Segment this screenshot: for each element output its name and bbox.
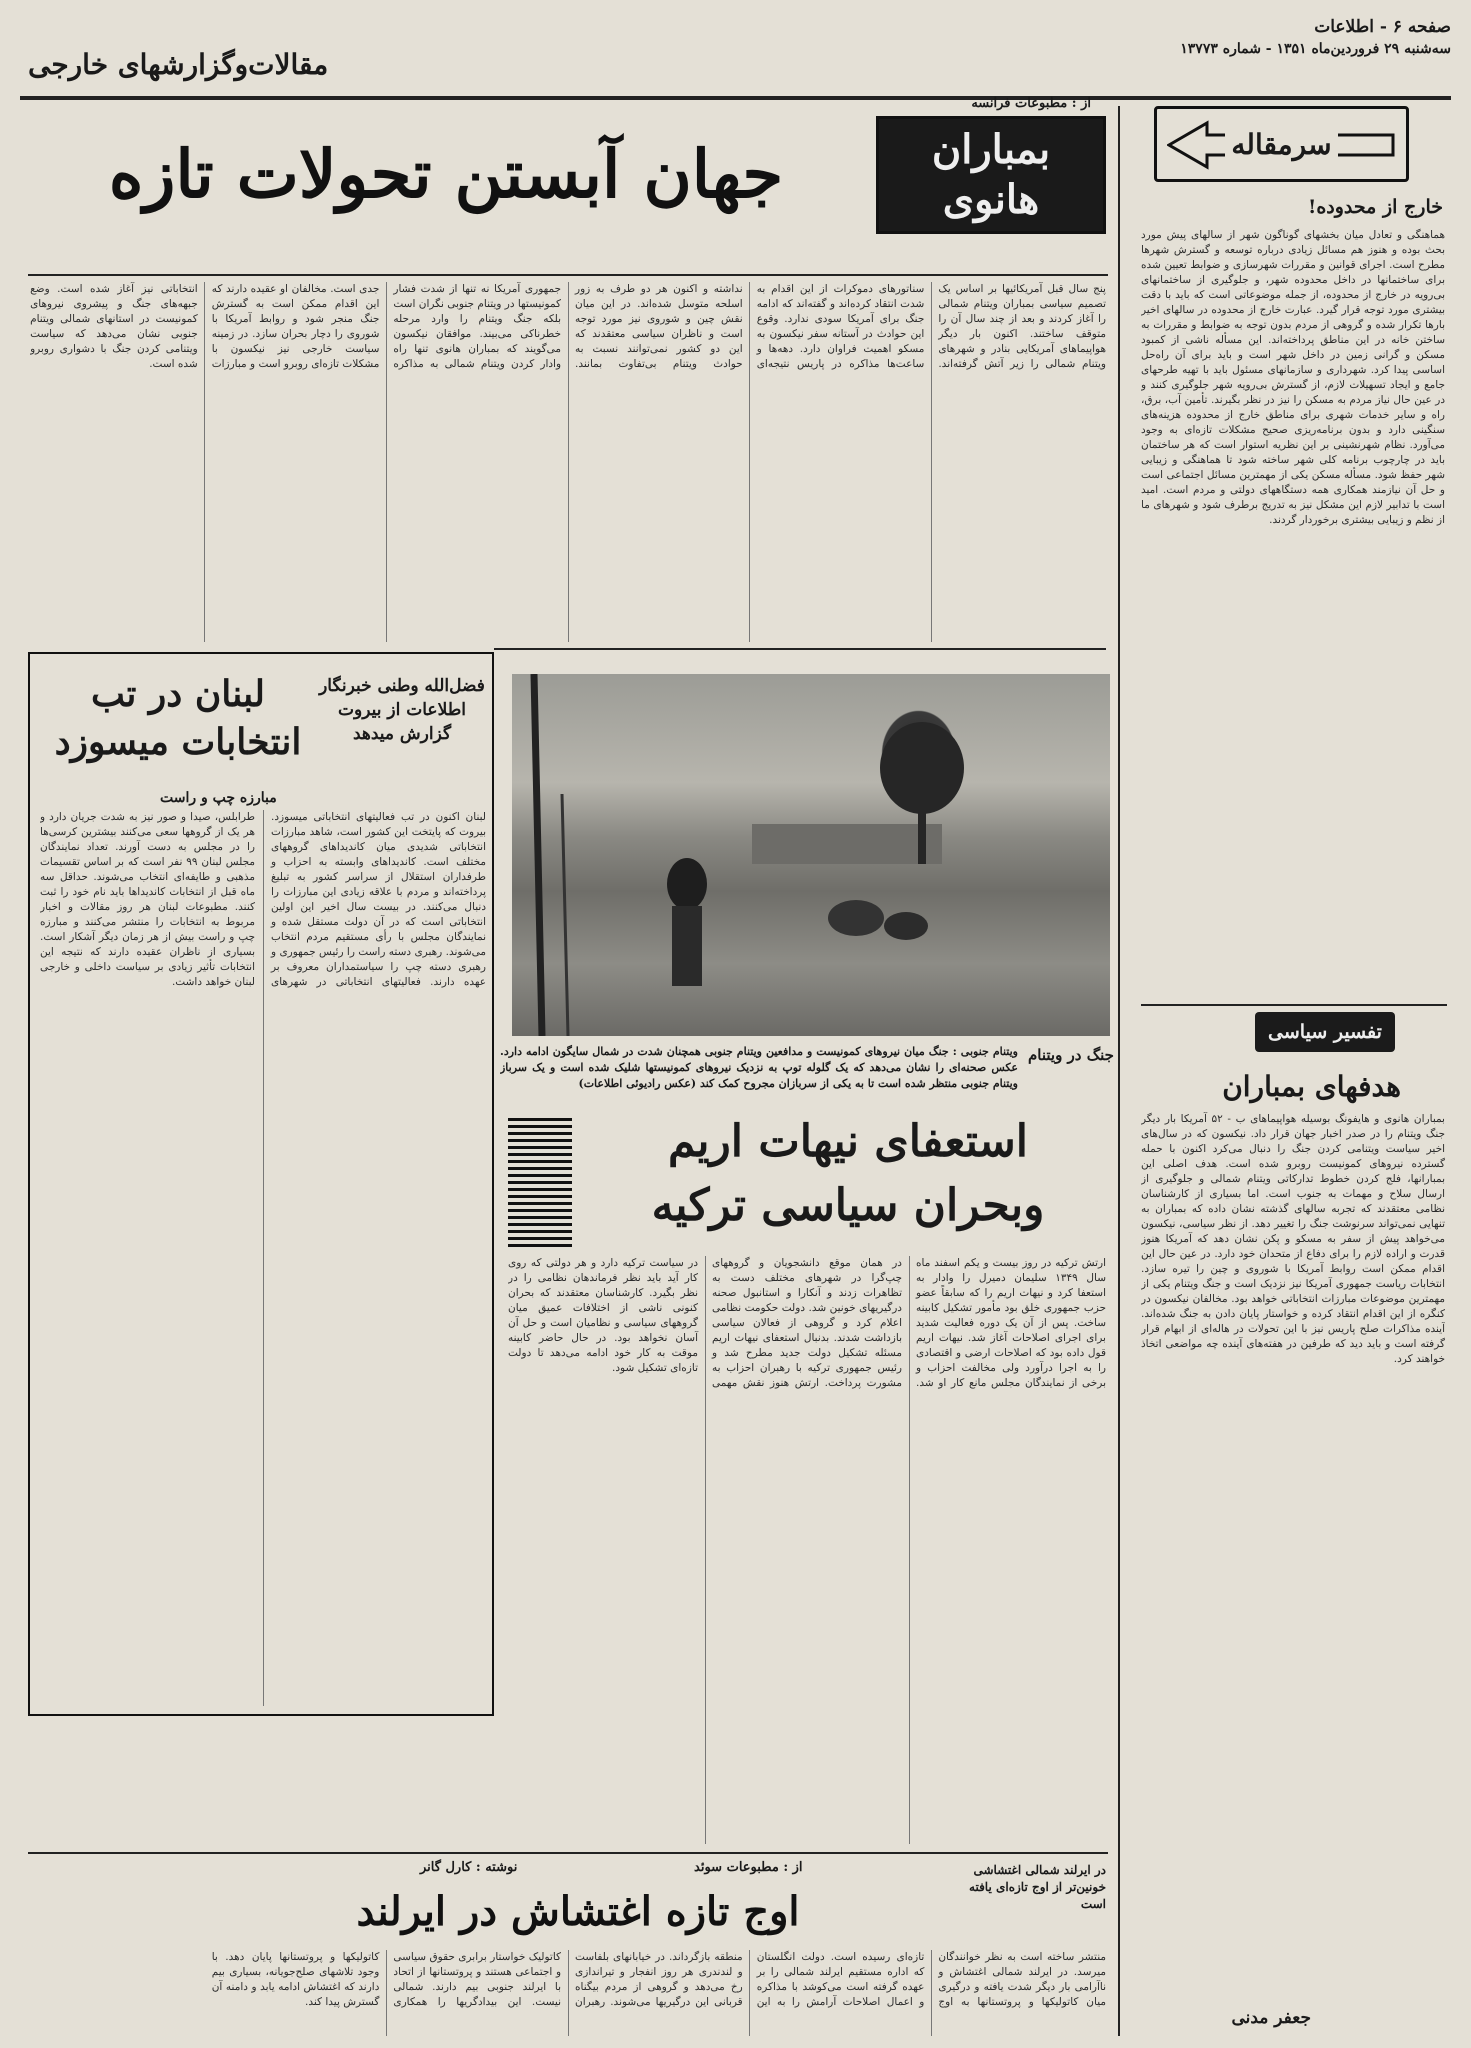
top-rule xyxy=(20,96,1451,100)
issue-date: سه‌شنبه ۲۹ فروردین‌ماه ۱۳۵۱ - شماره ۱۳۷۷۳ xyxy=(1180,41,1451,57)
turkey-headline xyxy=(580,1110,1116,1238)
turkey-stripes xyxy=(508,1118,572,1248)
analysis-body: بمباران هانوی و هایفونگ بوسیله هواپیماهای ب - ۵۲ آمریکا بار دیگر جنگ ویتنام را در صدر اخبار جهان قرار داد. نیکسون که در سال‌های اخیر سیاست ویتنامی کردن جنگ را دنبال می‌کرد اکنون با حمله گسترده نیروهای کمونیست روبرو شده است. هدف اصلی این بمبارانها، فلج کردن خطوط تدارکاتی ویتنام شمالی و جلوگیری از ارسال سلاح و مهمات به جنوب است. اما بسیاری از کارشناسان نظامی معتقدند که تجربه سالهای گذشته نشان داده که بمباران به تنهایی نمی‌تواند سرنوشت جنگ را تغییر دهد. از نظر سیاسی، نیکسون می‌خواهد پیش از سفر به مسکو و پکن نشان دهد که آمریکا هنوز قدرت و اراده لازم را برای دفاع از متحدان خود دارد. در عین حال این اقدام ممکن است روابط آمریکا با شوروی و چین را تیره سازد. انتخابات ریاست جمهوری آمریکا نیز نزدیک است و جنگ ویتنام یکی از مهمترین موضوعات مبارزات انتخاباتی خواهد بود. مخالفان نیکسون در کنگره از این اقدام انتقاد کرده و خواستار پایان دادن به جنگ شده‌اند. آینده مذاکرات صلح پاریس نیز با این تحولات در هاله‌ای از ابهام قرار گرفته است و باید دید که طرفین در هفته‌های آینده چه مواضعی اتخاذ خواهند کرد. xyxy=(1141,1113,1445,1365)
ireland-headline: اوج تازه اغتشاش در ایرلند xyxy=(356,1888,800,1935)
lebanon-headline-line2: انتخابات میسوزد xyxy=(54,721,302,763)
editorial-body: هماهنگی و تعادل میان بخشهای گوناگون شهر از سالهای پیش مورد بحث بوده و هنوز هم مسائل زیادی درباره توسعه و گسترش شهرها مطرح است. اجرای قوانین و مقررات شهرسازی و ضوابط تعیین شده برای ساختمانها در داخل محدوده شهر، و جلوگیری از ساختمانهای بی‌رویه در خارج از محدوده، از جمله موضوعاتی است که باید با دقت بیشتری مورد توجه قرار گیرد. عبارت خارج از محدوده در سالهای اخیر بارها تکرار شده و گروهی از مردم بدون توجه به ضوابط و مقررات به ساختن خانه در این مناطق پرداخته‌اند. این مسأله ناشی از کمبود مسکن و گرانی زمین در داخل شهر است و باید برای آن راه‌حل اساسی پیدا کرد. شهرداری و سازمانهای مسئول باید با تهیه طرحهای جامع و ایجاد تسهیلات لازم، از گسترش بی‌رویه شهر جلوگیری کنند و در عین حال نیاز مردم به مسکن را نیز در نظر بگیرند. تأمین آب، برق، راه و سایر خدمات شهری برای مناطق خارج از محدوده هزینه‌های سنگینی دارد و بدون برنامه‌ریزی صحیح مشکلات تازه‌ای به وجود می‌آورد. نظام شهرنشینی بر این نظریه استوار است که هر ساختمان باید در چارچوب برنامه کلی شهر ساخته شود تا هماهنگی و زیبایی شهر حفظ شود. مسأله مسکن یکی از مهمترین مسائل اجتماعی است و حل آن نیازمند همکاری همه دستگاههای دولتی و مردم است. امید است با تدابیر لازم این مشکل نیز به تدریج برطرف شود و شهرهای ما از نظم و زیبایی بیشتری برخوردار گردند. xyxy=(1141,229,1445,526)
ireland-top-rule xyxy=(28,1852,1108,1854)
editorial-title: خارج از محدوده! xyxy=(1307,196,1443,218)
editorial-label: سرمقاله xyxy=(1225,128,1337,161)
section-title: مقالات‌وگزارشهای خارجی xyxy=(28,48,329,81)
analysis-label: تفسیر سیاسی xyxy=(1268,1021,1382,1043)
analysis-label-box xyxy=(1255,1012,1395,1052)
bombing-source: از : مطبوعات فرانسه xyxy=(971,96,1091,111)
ireland-author: نوشته : کارل گانر xyxy=(420,1860,518,1875)
page-number: صفحه ۶ - اطلاعات xyxy=(1314,17,1451,37)
editorial-label-box xyxy=(1154,106,1409,182)
turkey-headline-line2: وبحران سیاسی ترکیه xyxy=(651,1180,1045,1231)
lebanon-headline-line1: لبنان در تب xyxy=(91,673,265,715)
bombing-bottom-rule xyxy=(494,648,1106,650)
ireland-sidebar: در ایرلند شمالی اغتشاشی خونین‌تر از اوج تازه‌ای یافته است xyxy=(969,1863,1106,1911)
turkey-headline-line1: استعفای نیهات اریم xyxy=(668,1116,1028,1167)
analysis-author: جعفر مدنی xyxy=(1231,2008,1311,2028)
lebanon-subhead: مبارزه چپ و راست xyxy=(160,790,277,806)
lebanon-body: لبنان اکنون در تب فعالیتهای انتخاباتی میسوزد. بیروت که پایتخت این کشور است، شاهد مبارزات انتخاباتی شدیدی میان کاندیداهای گروههای مختلف است. کاندیداهای وابسته به احزاب و طرفداران استقلال از سراسر کشور به تبلیغ پرداخته‌اند و مردم با علاقه زیادی این مبارزات را دنبال می‌کنند. در بیست سال اخیر این اولین انتخاباتی است که در آن دولت مستقل شده و نمایندگان مجلس با رأی مستقیم مردم انتخاب می‌شوند. رهبری دسته راست را رئیس جمهوری و رهبری دسته چپ را سیاستمداران معروف بر عهده دارند. فعالیتهای انتخاباتی در شهرهای طرابلس، صیدا و صور نیز به شدت جریان دارد و هر یک از گروهها سعی می‌کنند بیشترین کرسی‌ها را در مجلس به دست آورند. تعداد نمایندگان مجلس لبنان ۹۹ نفر است که بر اساس تقسیمات مذهبی و طایفه‌ای انتخاب می‌شوند. حداقل سه ماه قبل از انتخابات کاندیداها باید نام خود را ثبت کنند. مطبوعات لبنان هر روز مقالات و اخبار مربوط به انتخابات را منتشر می‌کنند و مبارزه چپ و راست بیش از هر زمان دیگر آشکار است. بسیاری از ناظران عقیده دارند که نتیجه این انتخابات تأثیر زیادی بر سیاست داخلی و خارجی لبنان خواهد داشت. xyxy=(40,811,486,988)
analysis-title: هدفهای بمباران xyxy=(1222,1070,1401,1103)
turkey-body: ارتش ترکیه در روز بیست و یکم اسفند ماه سال ۱۳۴۹ سلیمان دمیرل را وادار به استعفا کرد و نیهات اریم را که سابقاً عضو حزب جمهوری خلق بود مأمور تشکیل کابینه ساخت. پس از آن یک دوره فعالیت شدید برای اجرای اصلاحات آغاز شد. نیهات اریم قول داده بود که اصلاحات ارضی و اقتصادی را به اجرا درآورد ولی مخالفت احزاب و برخی از نمایندگان مجلس مانع کار او شد. در همان موقع دانشجویان و گروههای چپ‌گرا در شهرهای مختلف دست به تظاهرات زدند و آنکارا و استانبول صحنه درگیریهای خونین شد. دولت حکومت نظامی اعلام کرد و گروهی از فعالان سیاسی بازداشت شدند. بدنبال استعفای نیهات اریم مسئله تشکیل دولت جدید مطرح شد و رئیس جمهوری ترکیه با رهبران احزاب به مشورت پرداخت. ارتش هنوز نقش مهمی در سیاست ترکیه دارد و هر دولتی که روی کار آید باید نظر فرماندهان نظامی را در نظر بگیرد. کارشناسان معتقدند که بحران کنونی ناشی از اختلافات عمیق میان گروههای سیاسی و نظامیان است و حل آن آسان نخواهد بود. در حال حاضر کابینه موقت به کار خود ادامه می‌دهد تا دولت تازه‌ای تشکیل شود. xyxy=(508,1257,1106,1389)
photo-scene xyxy=(512,674,1110,1036)
bombing-headline: جهان آبستن تحولات تازه xyxy=(108,135,784,213)
photo-caption-title: جنگ در ویتنام xyxy=(1028,1046,1114,1064)
bombing-body: پنج سال قبل آمریکائیها بر اساس یک تصمیم سیاسی بمباران ویتنام شمالی را آغاز کردند و بعد از چند سال آن را متوقف ساختند. اکنون بار دیگر هواپیماهای آمریکایی بنادر و شهرهای ویتنام شمالی را زیر آتش گرفته‌اند. سناتورهای دموکرات از این اقدام به شدت انتقاد کرده‌اند و گفته‌اند که ادامه جنگ برای آمریکا سودی ندارد. وقوع این حوادث در آستانه سفر نیکسون به مسکو اهمیت فراوان دارد. دهه‌ها و ساعت‌ها مذاکره در پاریس نتیجه‌ای نداشته و اکنون هر دو طرف به زور اسلحه متوسل شده‌اند. در این میان نقش چین و شوروی نیز مورد توجه است و ناظران سیاسی معتقدند که این دو کشور نمی‌توانند نسبت به حوادث ویتنام بی‌تفاوت بمانند. جمهوری آمریکا نه تنها از شدت فشار کمونیستها در ویتنام جنوبی نگران است بلکه جنگ ویتنام را وارد مرحله خطرناکی می‌بیند. موافقان نیکسون می‌گویند که بمباران هانوی تنها راه وادار کردن ویتنام شمالی به مذاکره جدی است. مخالفان او عقیده دارند که این اقدام ممکن است به گسترش جنگ منجر شود و روابط آمریکا با شوروی را دچار بحران سازد. در زمینه سیاست خارجی نیز نیکسون با مشکلات تازه‌ای روبرو است و مبارزات انتخاباتی نیز آغاز شده است. وضع جبهه‌های جنگ و پیشروی نیروهای کمونیست در استانهای شمالی ویتنام جنوبی نشان می‌دهد که سیاست ویتنامی کردن جنگ با دشواری روبرو شده است. xyxy=(30,283,1106,370)
vietnam-photo xyxy=(512,674,1110,1036)
page-header xyxy=(1180,16,1451,60)
editorial-divider xyxy=(1141,1004,1447,1006)
ireland-body: منتشر ساخته است به نظر خوانندگان میرسد. در ایرلند شمالی اغتشاش و ناآرامی بار دیگر شدت یافته و درگیری میان کاتولیکها و پروتستانها به اوج تازه‌ای رسیده است. دولت انگلستان که اداره مستقیم ایرلند شمالی را بر عهده گرفته است می‌کوشد با مذاکره و اعمال اصلاحات آرامش را به این منطقه بازگرداند. در خیابانهای بلفاست و لندندری هر روز انفجار و تیراندازی رخ می‌دهد و گروهی از مردم بیگناه قربانی این درگیریها می‌شوند. رهبران کاتولیک خواستار برابری حقوق سیاسی و اجتماعی هستند و پروتستانها از اتحاد با ایرلند جنوبی بیم دارند. شمالی نیست. این بیدادگریها را همکاری کاتولیکها و پروتستانها پایان دهد. با وجود تلاشهای صلح‌جویانه، بسیاری بیم دارند که اغتشاش ادامه یابد و دامنه آن گسترش پیدا کند. xyxy=(211,1951,1106,2008)
headline-rule xyxy=(28,274,1108,276)
ireland-source: از : مطبوعات سوئد xyxy=(694,1860,803,1875)
bombing-box-title: بمباران هانوی xyxy=(931,126,1051,223)
photo-caption: ویتنام جنوبی : جنگ میان نیروهای کمونیست و مدافعین ویتنام جنوبی همچنان شدت در شمال سایگون ادامه دارد. عکس صحنه‌ای را نشان می‌دهد که یک گلوله توپ به نزدیک نیروهای کمونیستها شلیک شده است و یک سرباز ویتنام جنوبی منتظر شده است تا به یکی از سربازان مجروح کمک کند (عکس رادیوئی اطلاعات) xyxy=(500,1045,1018,1090)
lebanon-headline xyxy=(40,670,316,766)
bombing-box xyxy=(876,116,1106,234)
lebanon-byline: فضل‌الله وطنی خبرنگار اطلاعات از بیروت گزارش میدهد xyxy=(319,676,485,744)
column-rule xyxy=(1118,106,1120,2036)
